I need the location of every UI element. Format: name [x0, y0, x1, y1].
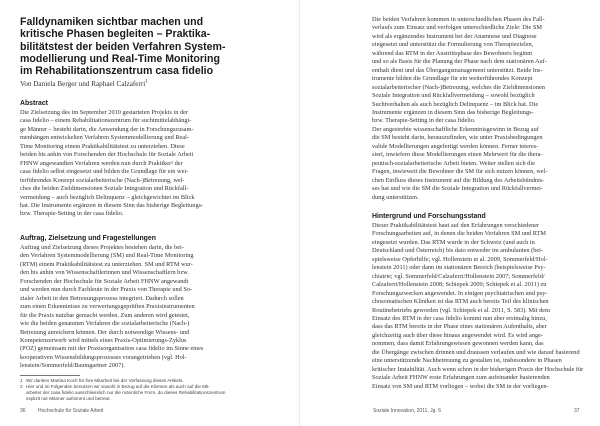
- text-line: chen Einfluss dieses Instrument auf die Bildung des Arbeitsbündnis-: [372, 176, 545, 184]
- text-line: Time Monitoring einem Praktikabilitätstest zu unterziehen. Diese: [20, 142, 185, 150]
- text-line: kritischer Instabilität. Auch wenn schon in der bisherigen Praxis der Hochschule für: [372, 365, 584, 373]
- text-line: Kompetenzerwerb wird mittels eines Praxis-Optimierungs-Zyklus: [20, 336, 187, 344]
- text-line: Einsatz des RTM in der casa fidelio kommt nun aber erstmalig hinzu,: [372, 314, 547, 322]
- text-line: zum einen Erkenntnisse zu verwertungsgeprüften Praxisinstrumenten: [20, 303, 195, 311]
- text-line: Fragen, inwieweit die Bewohner die SM für sich nutzen können, wel-: [372, 168, 548, 176]
- footnote-marker: 1: [145, 79, 148, 85]
- text-line: Auftrag und Zielsetzung dieses Projektes bestehen darin, die bei-: [20, 244, 184, 251]
- title-line: modellierung und Real-Time Monitoring: [20, 52, 220, 65]
- text-line: wird als ergänzendes Instrument bei der Anamnese und Diagnose: [372, 32, 537, 40]
- text-line: Dieser Praktikabilitätstest baut auf den Erfahrungen verschiedener: [372, 222, 540, 229]
- footnote-text: Hier und im Folgenden benutzen wir sowohl in Bezug auf die Klienten als auch auf die Mit-: [26, 384, 210, 389]
- text-line: ge Männer – besteht darin, die Anwendung der in Forschungszusam-: [20, 125, 194, 133]
- text-line: Forschungszwecken angewendet. In einigen psychiatrischen und psy-: [372, 289, 548, 297]
- text-line: Soziale Integration und Rückfallvermeidung – sowohl bezüglich: [372, 92, 535, 100]
- text-line: Der angestrebte wissenschaftliche Erkenntnisgewinn in Bezug auf: [372, 125, 539, 133]
- text-line: Forschenden der Hochschule für Soziale Arbeit FHNW angewandt: [20, 277, 189, 285]
- running-footer: Hochschule für Soziale Arbeit: [38, 408, 104, 414]
- text-line: Einsatz von SM und RTM vorliegen – wobei die SM in der vorliegen-: [372, 382, 549, 390]
- article-title: [20, 16, 290, 77]
- page-number: 36: [20, 408, 26, 414]
- text-line: spielsweise Opferhilfe; vgl. Hollenstein et al. 2009, Sommerfeld/Hol-: [372, 255, 548, 263]
- footnote-text: explizit nur Männer aufnimmt und betreut.: [26, 396, 111, 401]
- text-line: (RTM) einem Praktikabilitätstest zu unterziehen. SM und RTM wur-: [20, 260, 193, 268]
- text-line: Routinebetriebs geworden (vgl. Schiepek et al. 2011, S. 583). Mit dem: [372, 306, 550, 314]
- text-line: menhängen entwickelten Verfahren Systemmodellierung und Real-: [20, 134, 189, 142]
- author-names: Von Daniela Berger und Raphael Calzaferri: [20, 80, 146, 88]
- text-line: vermeidung – auch bezüglich Delinquenz – gleichgewichtet im Blick: [20, 193, 195, 201]
- text-line: nommen, dass damit Erfahrungswissen gewonnen werden kann, das: [372, 340, 544, 348]
- text-line: Deutschland und Österreich) bis dato entweder im ambulanten (bei-: [372, 247, 544, 255]
- section-body: [372, 222, 594, 391]
- text-line: Die Zielsetzung des im September 2010 gestarteten Projekts in der: [20, 109, 189, 116]
- abstract-heading: Abstract: [20, 100, 48, 107]
- text-line: für die Praxis nutzbar gemacht werden. Zum anderen wird getestet,: [20, 311, 190, 319]
- text-line: ses hat und wie die SM die Soziale Integration und Rückfallvermei-: [372, 185, 544, 193]
- text-line: casa fidelio – einem Rehabilitationszentrum für suchtmittelabhängi-: [20, 117, 192, 125]
- right-page: [300, 0, 600, 426]
- text-line: lenstein/Sommerfeld/Baumgartner 2007).: [20, 362, 125, 370]
- text-line: casa fidelio selbst eingesetzt und bilden die Grundlage für ein wei-: [20, 168, 189, 176]
- text-line: terführendes Konzept sozialarbeiterische (Nach-)Betreuung, wel-: [20, 176, 185, 184]
- title-line: kritische Phasen begleiten – Praktika-: [20, 28, 211, 41]
- text-line: zialer Arbeit in den Betreuungsprozess integriert. Dadurch sollen: [20, 294, 184, 302]
- text-line: Betreuung anreichern können. Der durch notwendige Wissens- und: [20, 328, 190, 336]
- author-byline: [20, 80, 290, 89]
- footnote-divider: [20, 375, 80, 376]
- text-line: lenstein 2011) oder dann im stationären Bereich (beispielsweise Psy-: [372, 264, 546, 272]
- text-line: ches die beiden Zieldimensionen Soziale Integration und Rückfall-: [20, 185, 189, 193]
- text-line: dass das RTM bereits in der Phase eines stationären Aufenthalts, aber: [372, 323, 547, 331]
- text-line: verlaufs zum Einsatz und verfolgen unterschiedliche Ziele: Die SM: [372, 24, 542, 32]
- title-line: bilitätstest der beiden Verfahren System-: [20, 40, 226, 53]
- text-line: während das RTM in der Austrittsphase des Bewohners beginnt: [372, 49, 533, 57]
- footnote-text: arbeiter der casa fidelio ausschliesslich nur die männliche Form, da dieses Rehabilitationszentrum: [26, 390, 226, 395]
- text-line: Forschungsarbeiten auf, in denen die beiden Verfahren SM und RTM: [372, 230, 547, 238]
- text-line: die SM besteht darin, herauszufinden, wie unter Praxisbedingungen: [372, 134, 543, 142]
- footnote-text: Wir danken Martina Koch für ihre Mitarbeit bei der Verfassung dieses Artikels.: [26, 378, 184, 383]
- text-line: valide Modellierungen angefertigt werden können. Ferner interes-: [372, 142, 539, 150]
- text-line: und so als Basis für die Planung der Phase nach dem stationären Auf-: [372, 58, 547, 66]
- text-line: hat. Die Instrumente ergänzen in diesem Sinn das bisherige Begleitungs-: [20, 201, 204, 209]
- text-line: dung unterstützen.: [372, 193, 419, 201]
- section-body: [20, 244, 290, 371]
- text-line: eingesetzt wurden. Das RTM wurde in der Schweiz (und auch in: [372, 238, 535, 246]
- text-line: und werden nun durch Fachleute in der Praxis von Therapie und So-: [20, 286, 193, 294]
- text-line: wie die beiden genannten Verfahren die sozialarbeiterische (Nach-): [20, 320, 190, 328]
- text-line: gleichzeitig auch über diese hinaus angewendet wird. Es wird ange-: [372, 331, 544, 339]
- text-line: den Verfahren Systemmodellierung (SM) und Real-Time Monitoring: [20, 252, 194, 260]
- intro-body: [372, 16, 594, 202]
- text-line: bzw. Therapie-Setting in der casa fidelio.: [20, 210, 124, 218]
- abstract-body: [20, 109, 290, 219]
- text-line: Soziale Arbeit FHNW erste Erfahrungen zum aufeinander basierenden: [372, 374, 550, 382]
- text-line: die Übergänge zwischen drinnen und draussen verlaufen und wie darauf basierend: [372, 348, 580, 356]
- text-line: sozialarbeiterischer (Nach-)Betreuung, welches die Zieldimensionen: [372, 83, 545, 91]
- footnote-number: 2: [20, 384, 23, 389]
- title-line: im Rehabilitationszentrum casa fidelio: [20, 65, 214, 78]
- text-line: peutisch-sozialarbeiterische Arbeit bieten. Weiter stellen sich die: [372, 159, 535, 167]
- page-number: 37: [574, 408, 580, 414]
- text-line: FHNW angewandten Verfahren werden nun durch Praktiker² der: [20, 159, 183, 167]
- text-line: Instrumente ergänzen in diesem Sinn das bisherige Begleitungs-: [372, 108, 534, 116]
- text-line: siert, inwiefern diese Modellierungen einen Mehrwert für die thera-: [372, 151, 543, 159]
- text-line: chiatrie; vgl. Sommerfeld/Calzaferri/Hollenstein 2007; Sommerfeld/: [372, 272, 545, 280]
- text-line: eingesetzt und unterstützt die Formulierung von Therapiezielen,: [372, 41, 534, 49]
- footnotes: [20, 378, 295, 402]
- text-line: Suchtverhalten als auch bezüglich Delinquenz – im Blick hat. Die: [372, 100, 539, 108]
- text-line: trumente bilden die Grundlage für ein weiterführendes Konzept: [372, 75, 533, 83]
- text-line: bzw. Therapie-Setting in der casa fidelio.: [372, 117, 476, 125]
- footnote-number: 1: [20, 378, 23, 383]
- text-line: eine unterstützende Nachbetreuung zu gestalten ist, insbesondere in Phasen: [372, 357, 562, 365]
- text-line: enthalt dient und das Übergangsmanagement unterstützt. Beide Ins-: [372, 66, 543, 74]
- text-line: chosomatischen Kliniken ist das RTM auch bereits Teil des klinischen: [372, 298, 549, 306]
- text-line: Calzaferri/Hollenstein 2008; Schiepek 2009; Schiepek et al. 2011) zu: [372, 281, 547, 289]
- text-line: beiden bis anhin von Forschenden der Hochschule für Soziale Arbeit: [20, 151, 194, 159]
- text-line: Die beiden Verfahren kommen in unterschiedlichen Phasen des Fall-: [372, 16, 545, 23]
- text-line: kooperativen Wissensbildungsprozesses vorangetrieben (vgl. Hol-: [20, 353, 187, 361]
- section-heading: Auftrag, Zielsetzung und Fragestellungen: [20, 235, 156, 242]
- title-line: Falldynamiken sichtbar machen und: [20, 16, 204, 28]
- footnote: [20, 396, 295, 402]
- running-footer: Soziale Innovation, 2011, Jg. 6: [373, 408, 442, 414]
- section-heading: Hintergrund und Forschungsstand: [372, 213, 486, 220]
- text-line: den bis anhin von Wissenschaftlerinnen und Wissenschaftlern bzw.: [20, 269, 189, 277]
- text-line: (POZ) gemeinsam mit der Praxisorganisation casa fidelio im Sinne eines: [20, 345, 204, 353]
